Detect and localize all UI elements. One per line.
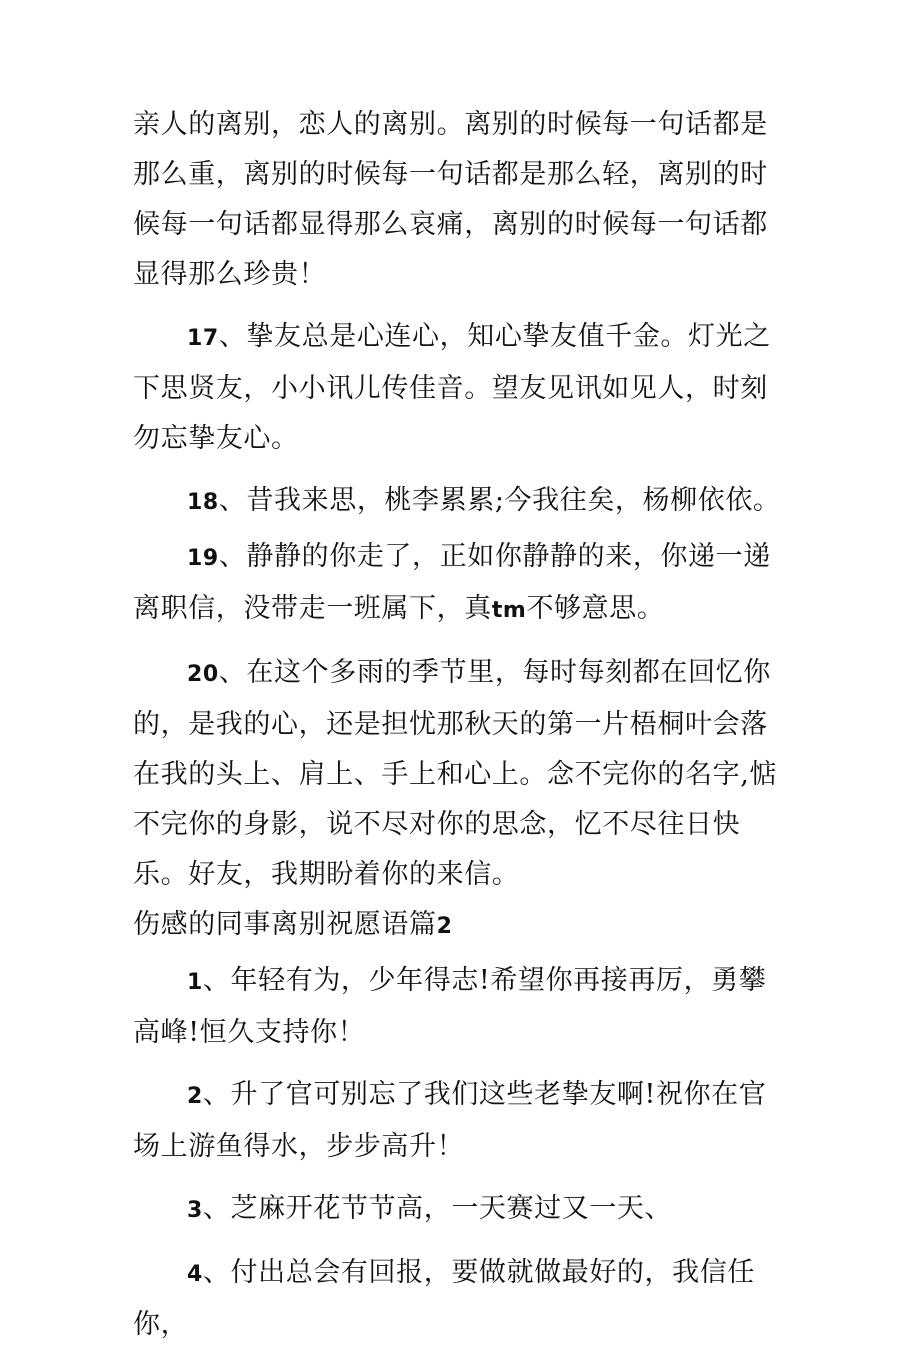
list-item-1 xyxy=(133,956,793,1058)
item-text: 、静静的你走了，正如你静静的来，你递一递离职信，没带走一班属下，真 xyxy=(133,541,771,624)
item-number: 3 xyxy=(187,1198,203,1223)
list-item-2 xyxy=(133,1070,793,1172)
item-number: 18 xyxy=(187,490,219,515)
item-number: 4 xyxy=(187,1262,203,1287)
section-heading-number: 2 xyxy=(436,914,453,939)
list-item-4 xyxy=(133,1248,793,1350)
item-text-after: 不够意思。 xyxy=(526,593,665,624)
list-item-17 xyxy=(133,312,793,464)
item-text: 、年轻有为，少年得志!希望你再接再厉，勇攀高峰!恒久支持你！ xyxy=(133,965,767,1048)
item-text: 、在这个多雨的季节里，每时每刻都在回忆你的，是我的心，还是担忧那秋天的第一片梧桐叶会落在我的头上、肩上、手上和心上。念不完你的名字,惦不完你的身影，说不尽对你的思念，忆不尽往日快乐。好友，我期盼着你的来信。 xyxy=(133,657,777,890)
item-text: 、付出总会有回报，要做就做最好的，我信任你， xyxy=(133,1257,755,1340)
list-item-20 xyxy=(133,648,793,900)
item-number: 1 xyxy=(187,970,203,995)
item-number: 17 xyxy=(187,326,219,351)
item-text: 、升了官可别忘了我们这些老挚友啊!祝你在官场上游鱼得水，步步高升！ xyxy=(133,1079,767,1162)
list-item-19 xyxy=(133,532,793,636)
item-text: 、挚友总是心连心，知心挚友值千金。灯光之下思贤友，小小讯儿传佳音。望友见讯如见人，时刻勿忘挚友心。 xyxy=(133,321,771,454)
section-heading xyxy=(133,900,793,952)
document-body xyxy=(133,100,793,1350)
list-item-3 xyxy=(133,1184,793,1236)
item-number: 2 xyxy=(187,1084,203,1109)
section-heading-text: 伤感的同事离别祝愿语篇 xyxy=(133,909,437,940)
list-item-18 xyxy=(133,476,793,528)
intro-paragraph: 亲人的离别，恋人的离别。离别的时候每一句话都是那么重，离别的时候每一句话都是那么轻，离别的时候每一句话都显得那么哀痛，离别的时候每一句话都显得那么珍贵！ xyxy=(133,109,768,290)
item-number: 20 xyxy=(187,662,219,687)
item-number: 19 xyxy=(187,546,219,571)
item-bold-text: tm xyxy=(491,598,527,623)
item-text: 、昔我来思，桃李累累;今我往矣，杨柳依依。 xyxy=(218,485,781,516)
item-text: 、芝麻开花节节高，一天赛过又一天、 xyxy=(202,1193,673,1224)
